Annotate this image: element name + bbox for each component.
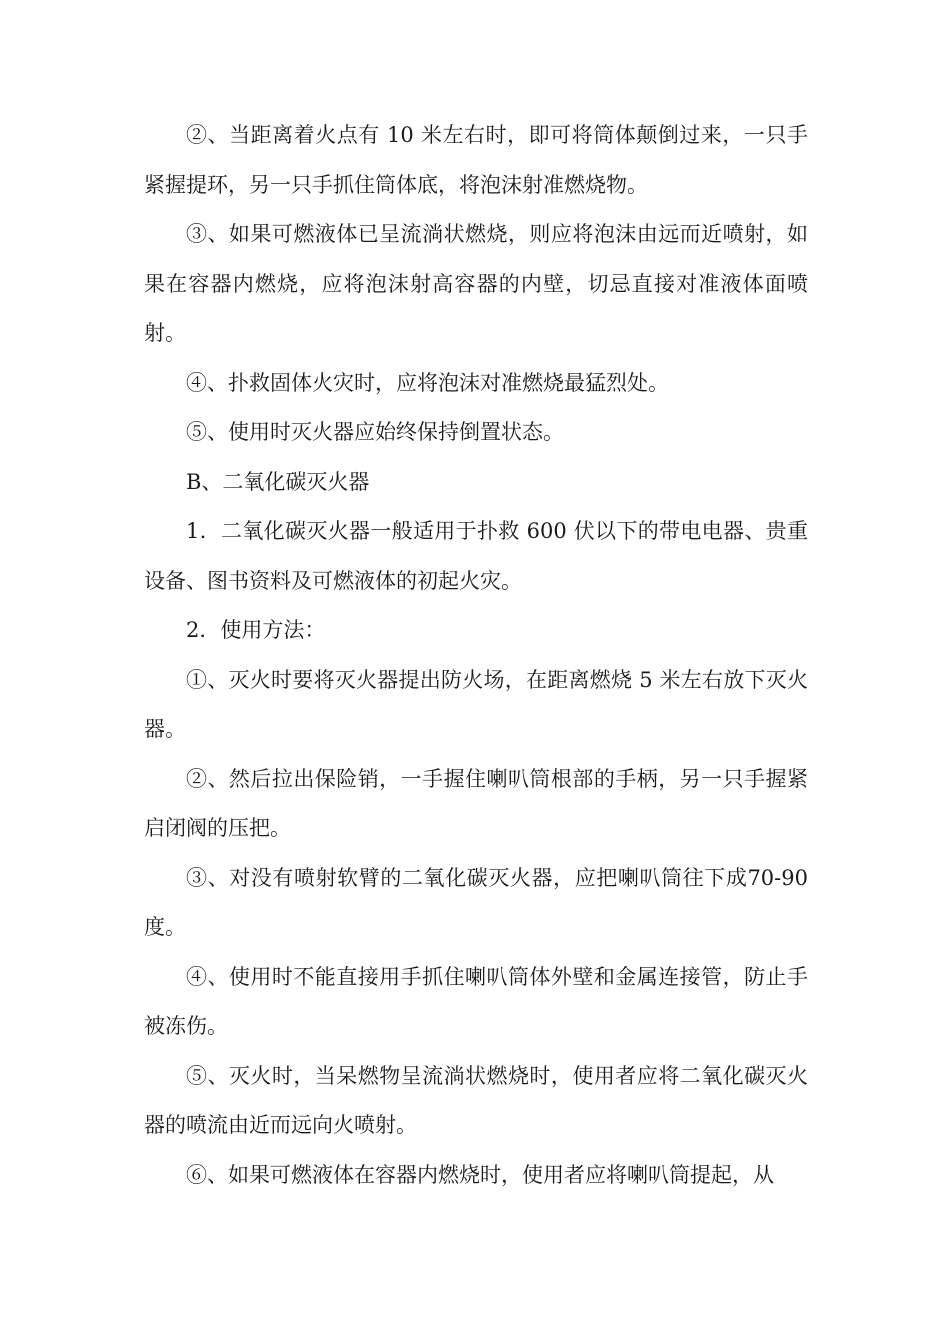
section-heading-co2: B、二氧化碳灭火器 — [186, 469, 370, 494]
paragraph-foam-step-5: ⑤、使用时灭火器应始终保持倒置状态。 — [186, 420, 564, 444]
paragraph-foam-step-2: ②、当距离着火点有 10 米左右时，即可将筒体颠倒过来，一只手紧握提环，另一只手抓住筒体底，将泡沫射准燃烧物。 — [144, 123, 808, 197]
paragraph-co2-step-3: ③、对没有喷射软臂的二氧化碳灭火器，应把喇叭筒往下成70-90度。 — [144, 865, 808, 939]
paragraph-co2-usage-heading: 2．使用方法： — [186, 618, 326, 642]
paragraph-co2-step-5: ⑤、灭火时，当呆燃物呈流淌状燃烧时，使用者应将二氧化碳灭火器的喷流由近而远向火喷射。 — [144, 1063, 808, 1137]
paragraph-co2-step-2: ②、然后拉出保险销，一手握住喇叭筒根部的手柄，另一只手握紧启闭阀的压把。 — [144, 766, 808, 840]
paragraph-co2-scope: 1．二氧化碳灭火器一般适用于扑救 600 伏以下的带电电器、贵重设备、图书资料及可燃液体的初起火灾。 — [144, 519, 808, 593]
paragraph-foam-step-4: ④、扑救固体火灾时，应将泡沫对准燃烧最猛烈处。 — [186, 370, 669, 395]
paragraph-foam-step-3: ③、如果可燃液体已呈流淌状燃烧，则应将泡沫由远而近喷射，如果在容器内燃烧，应将泡沫射高容器的内壁，切忌直接对准液体面喷射。 — [144, 222, 808, 345]
paragraph-co2-step-6: ⑥、如果可燃液体在容器内燃烧时，使用者应将喇叭筒提起，从 — [186, 1162, 774, 1187]
document-body — [144, 111, 808, 1200]
paragraph-co2-step-1: ①、灭火时要将灭火器提出防火场，在距离燃烧 5 米左右放下灭火器。 — [144, 667, 808, 741]
paragraph-co2-step-4: ④、使用时不能直接用手抓住喇叭筒体外壁和金属连接管，防止手被冻伤。 — [144, 964, 808, 1038]
